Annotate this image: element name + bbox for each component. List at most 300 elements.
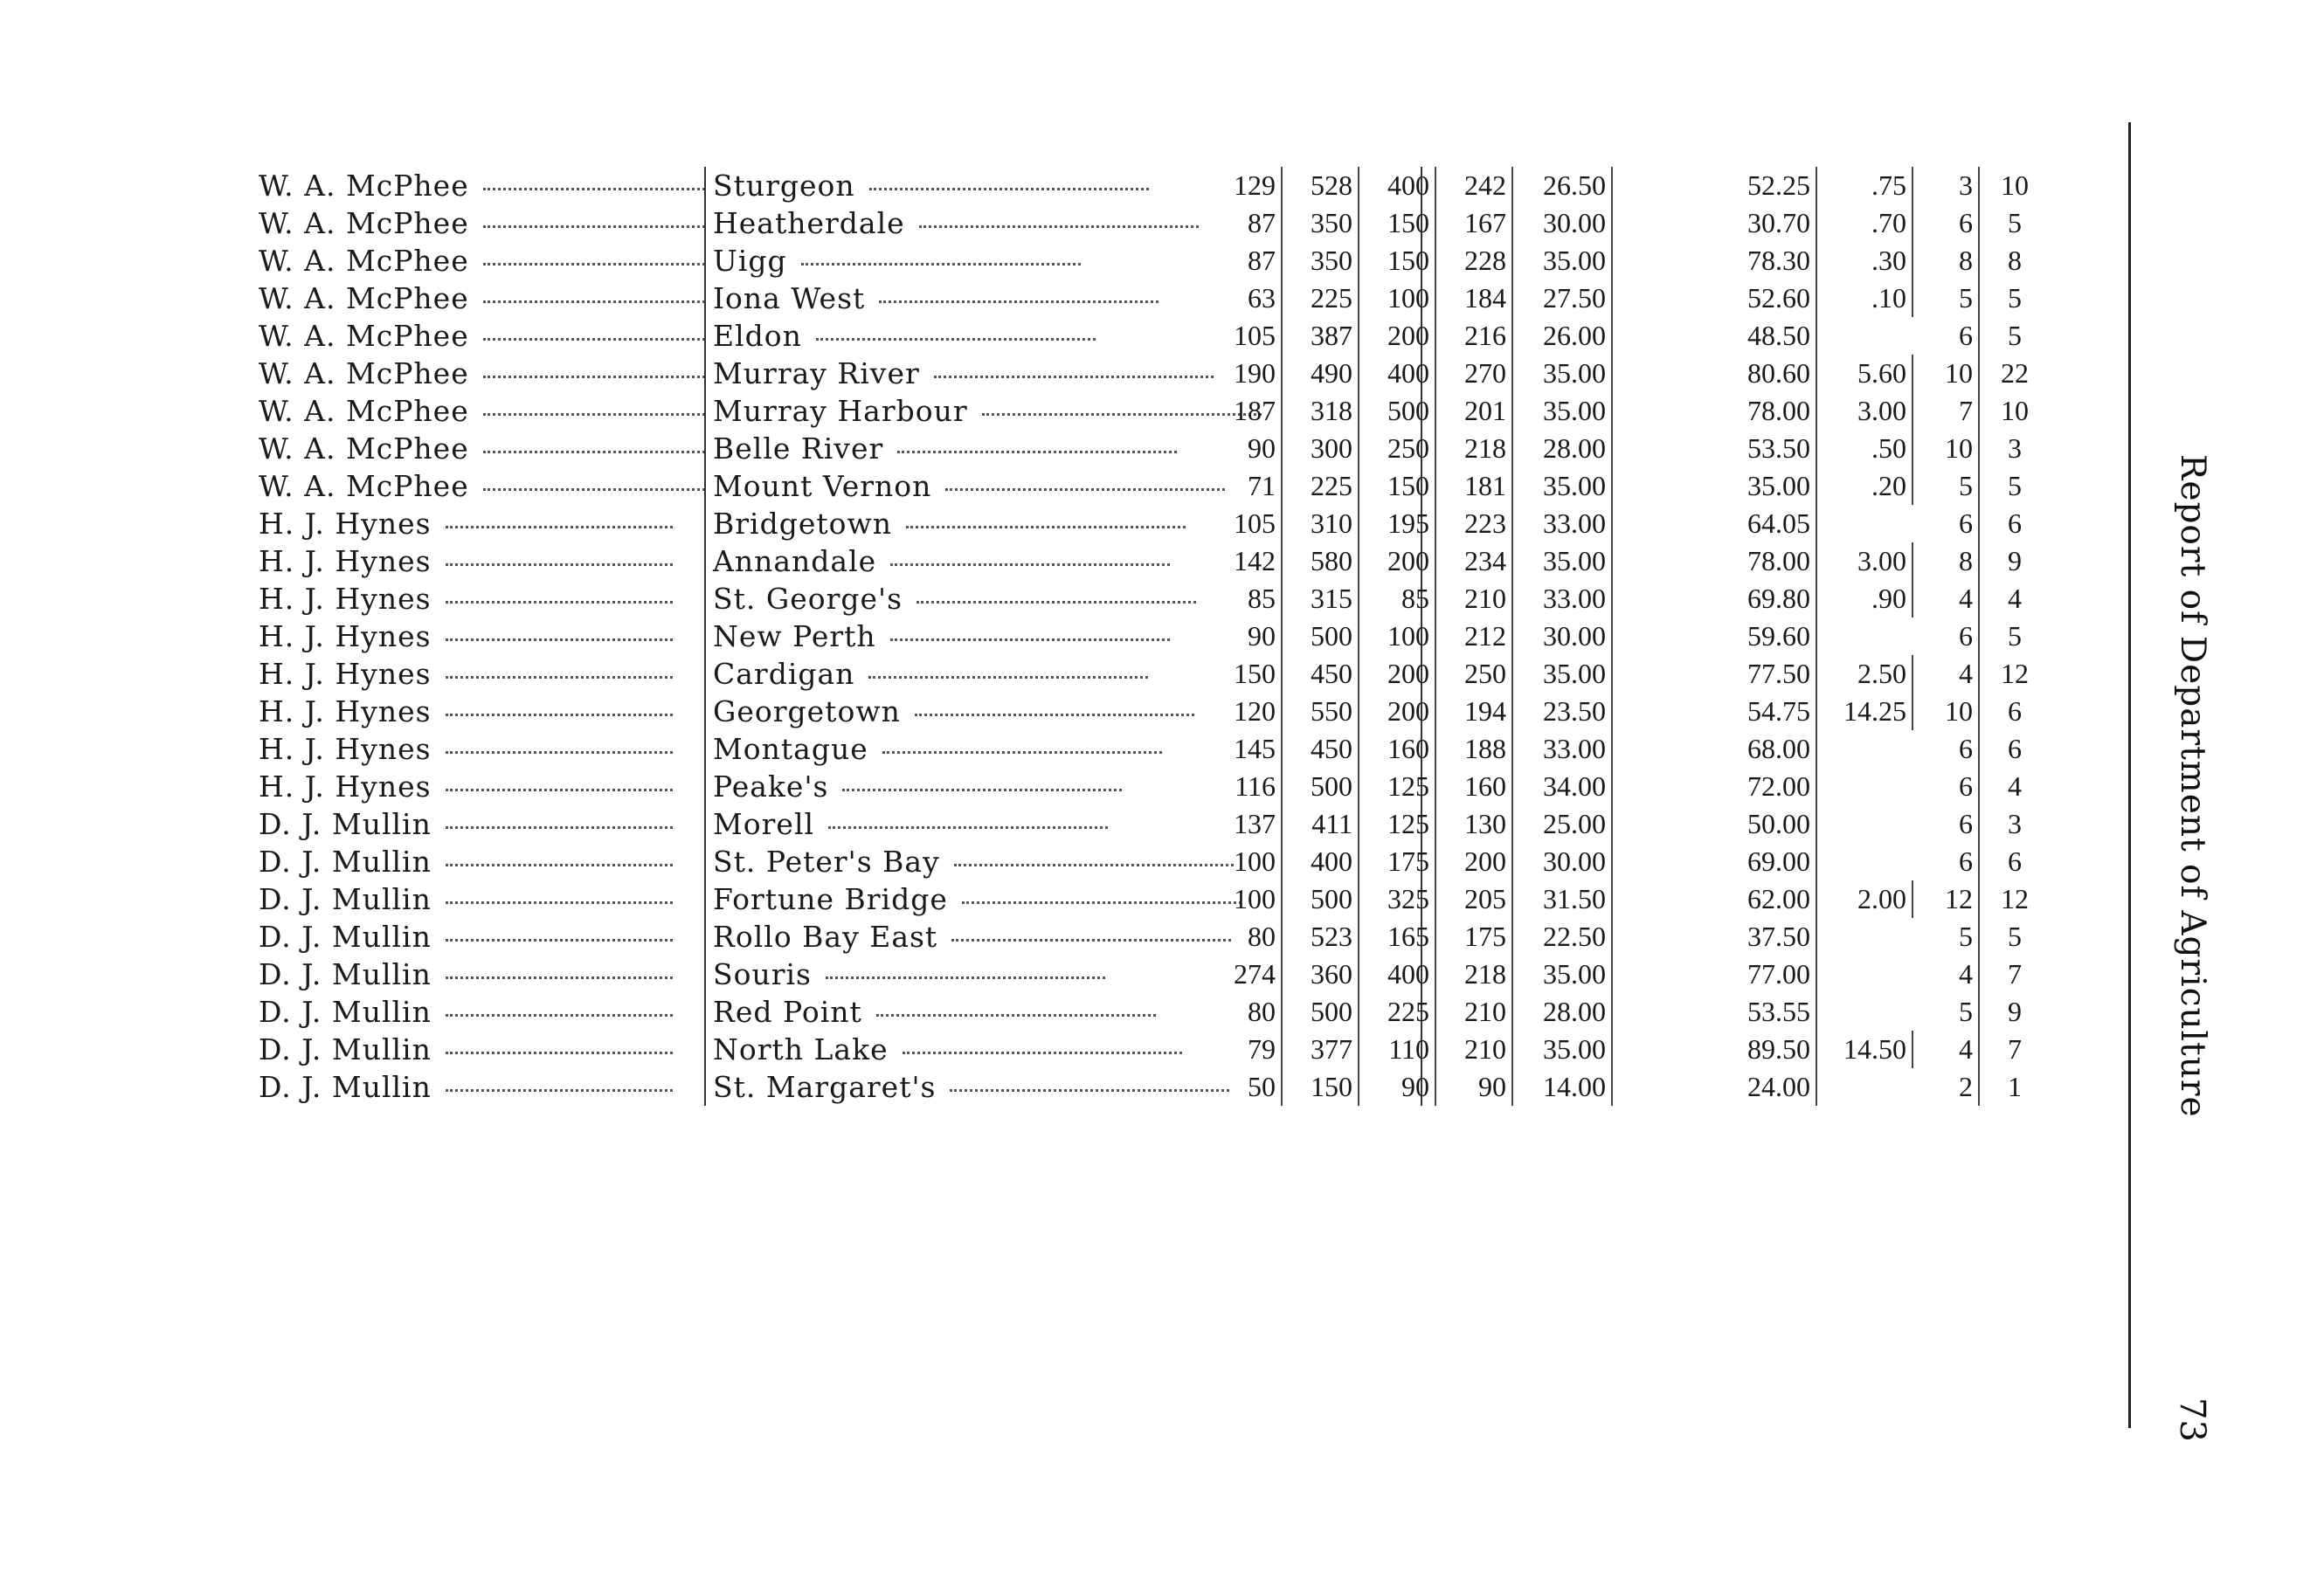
inspector-name-text: H. J. Hynes [259,732,432,766]
inspector-name-text: W. A. McPhee [259,356,469,390]
value-cell-c9: 1 [2008,1071,2022,1102]
value-cell-c2: 580 [1283,542,1359,580]
dot-leader [876,1013,1156,1017]
district-name-text: Rollo Bay East [713,920,938,954]
value-cell-c4: 175 [1436,918,1513,956]
inspector-name-text: W. A. McPhee [259,206,469,240]
district-name-text: St. George's [713,582,903,616]
value-cell-c5: 34.00 [1513,768,1613,805]
value-cell-c2: 150 [1283,1068,1359,1106]
inspector-name-text: H. J. Hynes [259,657,432,691]
value-cell-c2: 350 [1283,204,1359,242]
district-name-text: St. Margaret's [713,1070,937,1104]
value-cell-c7: 3.00 [1817,392,1913,430]
value-cell-c1: 187 [1192,392,1283,430]
inspector-name-text: W. A. McPhee [259,319,469,353]
value-cell-c5: 22.50 [1513,918,1613,956]
value-cell-c2: 387 [1283,317,1359,355]
value-cell-c4: 218 [1436,956,1513,993]
value-cell-c2: 360 [1283,956,1359,993]
value-cell-c2: 377 [1283,1031,1359,1068]
district-name-text: Eldon [713,319,802,353]
dot-leader [879,300,1159,303]
value-cell-c1: 71 [1192,467,1283,505]
value-cell-c2: 225 [1283,467,1359,505]
value-cell-c5: 33.00 [1513,580,1613,618]
dot-leader [446,713,673,716]
table-row [259,693,2093,730]
value-cell-c8: 2 [1913,1068,1980,1106]
district-name-text: Cardigan [713,657,855,691]
value-cell-c2: 450 [1283,730,1359,768]
inspector-name [259,768,704,805]
inspector-name-text: D. J. Mullin [259,807,432,841]
value-cell-c9: 6 [2008,845,2022,877]
value-cell-c8: 6 [1913,204,1980,242]
inspector-name [259,843,704,880]
value-cell-c1: 87 [1192,204,1283,242]
district-name-text: Murray Harbour [713,394,968,428]
inspector-name [259,1031,704,1068]
district-name-text: Annandale [713,544,877,578]
district-name-text: Morell [713,807,815,841]
value-cell-c4: 210 [1436,1031,1513,1068]
running-head: Report of Department of Agriculture [2173,454,2212,1118]
value-cell-c3: 250 [1359,430,1436,467]
value-cell-c1: 87 [1192,242,1283,279]
value-cell-c2: 318 [1283,392,1359,430]
value-cell-c9: 6 [2008,733,2022,764]
district-name-text: Iona West [713,281,866,315]
value-cell-c7: 14.50 [1817,1031,1913,1068]
dot-leader [446,976,673,979]
value-cell-c5: 33.00 [1513,730,1613,768]
value-cell-c1: 63 [1192,279,1283,317]
value-cell-c4: 216 [1436,317,1513,355]
value-cell-c8: 6 [1913,768,1980,805]
value-cell-c3: 165 [1359,918,1436,956]
dot-leader [868,675,1148,679]
value-cell-c3: 150 [1359,467,1436,505]
district-name-text: Mount Vernon [713,469,932,503]
dot-leader [446,675,673,679]
value-cell-c4: 130 [1436,805,1513,843]
inspector-name [259,317,704,355]
value-cell-c3: 85 [1359,580,1436,618]
inspector-name-text: D. J. Mullin [259,882,432,916]
value-cell-c4: 167 [1436,204,1513,242]
value-cell-c1: 50 [1192,1068,1283,1106]
inspector-name-text: W. A. McPhee [259,169,469,203]
district-name-text: Georgetown [713,694,901,728]
value-cell-c6: 48.50 [1718,317,1817,355]
inspector-name [259,279,704,317]
inspector-name-text: D. J. Mullin [259,1032,432,1066]
value-cell-c4: 201 [1436,392,1513,430]
value-cell-c8: 8 [1913,542,1980,580]
value-cell-c5: 25.00 [1513,805,1613,843]
page-number: 73 [2172,1397,2212,1442]
value-cell-c2: 300 [1283,430,1359,467]
value-cell-c4: 205 [1436,880,1513,918]
value-cell-c6: 69.00 [1718,843,1817,880]
dot-leader [483,187,704,190]
value-cell-c6: 30.70 [1718,204,1817,242]
dot-leader [934,375,1214,378]
value-cell-c1: 105 [1192,317,1283,355]
value-cell-c8: 4 [1913,655,1980,693]
value-cell-c7: .20 [1817,467,1913,505]
inspector-name [259,805,704,843]
table-row [259,843,2093,880]
dot-leader [919,224,1199,228]
value-cell-c3: 150 [1359,204,1436,242]
table-row [259,279,2093,317]
value-cell-c2: 490 [1283,355,1359,392]
value-cell-c9: 4 [2008,770,2022,802]
value-cell-c3: 195 [1359,505,1436,542]
inspector-name [259,655,704,693]
value-cell-c1: 80 [1192,993,1283,1031]
district-name-text: Sturgeon [713,169,855,203]
dot-leader [446,562,673,566]
inspector-name-text: H. J. Hynes [259,544,432,578]
value-cell-c9: 7 [2008,958,2022,990]
value-cell-c2: 528 [1283,167,1359,204]
value-cell-c1: 190 [1192,355,1283,392]
value-cell-c9: 9 [2008,996,2022,1027]
dot-leader [483,375,704,378]
dot-leader [483,450,704,453]
value-cell-c8: 5 [1913,993,1980,1031]
inspector-name [259,542,704,580]
value-cell-c6: 72.00 [1718,768,1817,805]
dot-leader [483,487,704,491]
district-name-text: Peake's [713,769,829,804]
value-cell-c8: 10 [1913,355,1980,392]
inspection-table [259,167,2093,1106]
dot-leader [446,1051,673,1054]
dot-leader [446,825,673,829]
dot-leader [483,262,704,266]
value-cell-c8: 10 [1913,693,1980,730]
inspector-name [259,730,704,768]
inspector-name [259,693,704,730]
value-cell-c7: .75 [1817,167,1913,204]
district-name-text: Fortune Bridge [713,882,948,916]
value-cell-c4: 210 [1436,580,1513,618]
district-name-text: New Perth [713,619,876,653]
dot-leader [882,750,1162,754]
value-cell-c1: 79 [1192,1031,1283,1068]
value-cell-c8: 5 [1913,467,1980,505]
value-cell-c5: 30.00 [1513,204,1613,242]
value-cell-c5: 26.00 [1513,317,1613,355]
value-cell-c2: 350 [1283,242,1359,279]
district-name-text: Bridgetown [713,507,892,541]
value-cell-c5: 31.50 [1513,880,1613,918]
table-row [259,730,2093,768]
value-cell-c3: 160 [1359,730,1436,768]
inspector-name-text: D. J. Mullin [259,920,432,954]
inspector-name [259,1068,704,1106]
value-cell-c8: 10 [1913,430,1980,467]
value-cell-c2: 500 [1283,880,1359,918]
value-cell-c8: 5 [1913,918,1980,956]
value-cell-c3: 90 [1359,1068,1436,1106]
table-row [259,618,2093,655]
dot-leader [446,750,673,754]
value-cell-c4: 212 [1436,618,1513,655]
value-cell-c8: 6 [1913,618,1980,655]
dot-leader [915,713,1194,716]
value-cell-c2: 500 [1283,618,1359,655]
value-cell-c6: 24.00 [1718,1068,1817,1106]
inspector-name [259,918,704,956]
value-cell-c4: 228 [1436,242,1513,279]
value-cell-c8: 6 [1913,317,1980,355]
district-name-text: Heatherdale [713,206,905,240]
value-cell-c3: 225 [1359,993,1436,1031]
value-cell-c6: 78.00 [1718,392,1817,430]
value-cell-c8: 8 [1913,242,1980,279]
inspector-name [259,242,704,279]
table-row [259,505,2093,542]
value-cell-c7: 14.25 [1817,693,1913,730]
value-cell-c8: 7 [1913,392,1980,430]
value-cell-c6: 69.80 [1718,580,1817,618]
value-cell-c2: 400 [1283,843,1359,880]
dot-leader [897,450,1177,453]
table-row [259,467,2093,505]
value-cell-c3: 100 [1359,618,1436,655]
value-cell-c1: 100 [1192,843,1283,880]
value-cell-c9: 12 [2001,883,2029,914]
value-cell-c5: 30.00 [1513,843,1613,880]
value-cell-c6: 52.60 [1718,279,1817,317]
dot-leader [483,337,704,341]
value-cell-c6: 89.50 [1718,1031,1817,1068]
value-cell-c4: 200 [1436,843,1513,880]
dot-leader [446,600,673,604]
table-row [259,1068,2093,1106]
table-row [259,355,2093,392]
table-row [259,805,2093,843]
value-cell-c3: 100 [1359,279,1436,317]
value-cell-c1: 120 [1192,693,1283,730]
value-cell-c6: 68.00 [1718,730,1817,768]
value-cell-c3: 125 [1359,805,1436,843]
value-cell-c8: 6 [1913,805,1980,843]
table-row [259,204,2093,242]
value-cell-c6: 59.60 [1718,618,1817,655]
table-row [259,993,2093,1031]
value-cell-c3: 200 [1359,693,1436,730]
value-cell-c2: 315 [1283,580,1359,618]
value-cell-c3: 175 [1359,843,1436,880]
value-cell-c9: 6 [2008,695,2022,727]
value-cell-c4: 160 [1436,768,1513,805]
value-cell-c2: 450 [1283,655,1359,693]
value-cell-c7: 5.60 [1817,355,1913,392]
dot-leader [483,224,704,228]
table-row [259,1031,2093,1068]
district-name-text: Murray River [713,356,920,390]
value-cell-c7: .90 [1817,580,1913,618]
table-row [259,918,2093,956]
value-cell-c1: 142 [1192,542,1283,580]
value-cell-c9: 22 [2001,357,2029,389]
value-cell-c9: 8 [2008,245,2022,276]
dot-leader [446,863,673,866]
inspector-name [259,880,704,918]
table-row [259,655,2093,693]
inspector-name-text: W. A. McPhee [259,469,469,503]
value-cell-c6: 50.00 [1718,805,1817,843]
inspector-name-text: H. J. Hynes [259,769,432,804]
value-cell-c1: 85 [1192,580,1283,618]
dot-leader [869,187,1149,190]
value-cell-c1: 137 [1192,805,1283,843]
inspector-name [259,580,704,618]
value-cell-c7: .30 [1817,242,1913,279]
inspector-name-text: W. A. McPhee [259,281,469,315]
value-cell-c1: 105 [1192,505,1283,542]
value-cell-c3: 400 [1359,355,1436,392]
dot-leader [446,901,673,904]
value-cell-c5: 28.00 [1513,993,1613,1031]
value-cell-c4: 188 [1436,730,1513,768]
value-cell-c7: 3.00 [1817,542,1913,580]
value-cell-c2: 550 [1283,693,1359,730]
value-cell-c2: 523 [1283,918,1359,956]
value-cell-c8: 4 [1913,956,1980,993]
value-cell-c5: 35.00 [1513,392,1613,430]
value-cell-c5: 33.00 [1513,505,1613,542]
value-cell-c6: 80.60 [1718,355,1817,392]
dot-leader [945,487,1225,491]
district-name-text: Uigg [713,244,787,278]
value-cell-c6: 53.50 [1718,430,1817,467]
dot-leader [828,825,1108,829]
value-cell-c5: 35.00 [1513,242,1613,279]
value-cell-c1: 145 [1192,730,1283,768]
table-row [259,167,2093,204]
district-name-text: Belle River [713,431,884,466]
value-cell-c5: 35.00 [1513,355,1613,392]
value-cell-c6: 64.05 [1718,505,1817,542]
value-cell-c3: 200 [1359,655,1436,693]
dot-leader [483,412,704,416]
value-cell-c3: 500 [1359,392,1436,430]
value-cell-c5: 35.00 [1513,956,1613,993]
value-cell-c9: 5 [2008,470,2022,501]
value-cell-c6: 52.25 [1718,167,1817,204]
value-cell-c9: 5 [2008,282,2022,314]
value-cell-c4: 210 [1436,993,1513,1031]
dot-leader [890,638,1170,641]
dot-leader [801,262,1081,266]
value-cell-c9: 6 [2008,507,2022,539]
dot-leader [842,788,1122,791]
margin-rule [2128,122,2131,1428]
value-cell-c6: 78.00 [1718,542,1817,580]
value-cell-c9: 10 [2001,395,2029,426]
dot-leader [446,1088,673,1092]
inspector-name [259,993,704,1031]
value-cell-c9: 7 [2008,1033,2022,1065]
table-row [259,242,2093,279]
value-cell-c3: 125 [1359,768,1436,805]
value-cell-c3: 110 [1359,1031,1436,1068]
table-row [259,317,2093,355]
inspector-name-text: H. J. Hynes [259,694,432,728]
inspector-name-text: W. A. McPhee [259,244,469,278]
value-cell-c1: 150 [1192,655,1283,693]
value-cell-c3: 400 [1359,956,1436,993]
value-cell-c2: 225 [1283,279,1359,317]
table-row [259,768,2093,805]
value-cell-c8: 4 [1913,580,1980,618]
value-cell-c4: 90 [1436,1068,1513,1106]
value-cell-c1: 90 [1192,430,1283,467]
value-cell-c6: 37.50 [1718,918,1817,956]
value-cell-c5: 30.00 [1513,618,1613,655]
table-row [259,880,2093,918]
district-name-text: St. Peter's Bay [713,845,940,879]
value-cell-c5: 14.00 [1513,1068,1613,1106]
value-cell-c8: 5 [1913,279,1980,317]
value-cell-c8: 6 [1913,730,1980,768]
value-cell-c5: 27.50 [1513,279,1613,317]
value-cell-c9: 10 [2001,169,2029,201]
dot-leader [483,300,704,303]
value-cell-c3: 325 [1359,880,1436,918]
value-cell-c7: .10 [1817,279,1913,317]
value-cell-c6: 77.00 [1718,956,1817,993]
inspector-name [259,956,704,993]
inspector-name [259,167,704,204]
value-cell-c8: 3 [1913,167,1980,204]
inspector-name-text: D. J. Mullin [259,845,432,879]
inspector-name [259,355,704,392]
value-cell-c4: 194 [1436,693,1513,730]
value-cell-c6: 78.30 [1718,242,1817,279]
dot-leader [906,525,1186,528]
table-row [259,392,2093,430]
district-name-text: Montague [713,732,868,766]
table-row [259,956,2093,993]
value-cell-c1: 116 [1192,768,1283,805]
value-cell-c8: 6 [1913,505,1980,542]
value-cell-c7: 2.00 [1817,880,1913,918]
table-row [259,580,2093,618]
value-cell-c4: 184 [1436,279,1513,317]
value-cell-c4: 223 [1436,505,1513,542]
value-cell-c3: 200 [1359,542,1436,580]
value-cell-c1: 129 [1192,167,1283,204]
inspector-name [259,392,704,430]
value-cell-c7: .70 [1817,204,1913,242]
dot-leader [903,1051,1182,1054]
value-cell-c7: .50 [1817,430,1913,467]
value-cell-c9: 5 [2008,620,2022,652]
inspector-name [259,467,704,505]
value-cell-c4: 270 [1436,355,1513,392]
value-cell-c6: 62.00 [1718,880,1817,918]
value-cell-c9: 3 [2008,808,2022,839]
value-cell-c5: 35.00 [1513,655,1613,693]
